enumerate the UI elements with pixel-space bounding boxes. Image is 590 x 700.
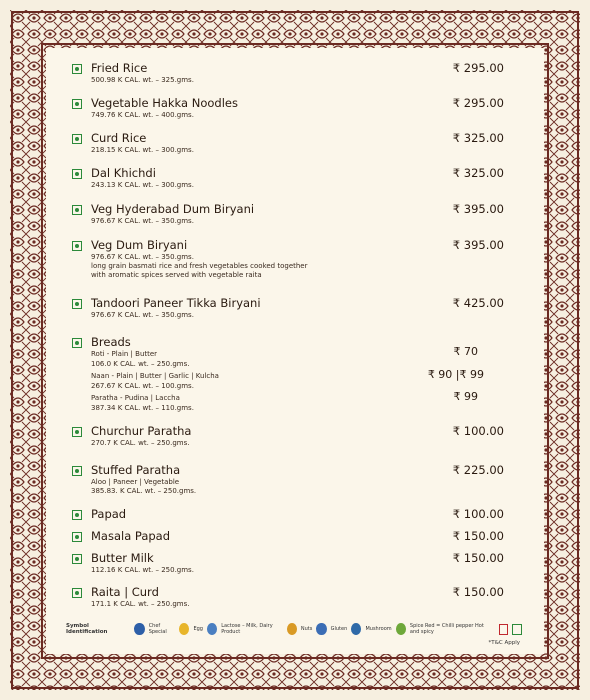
price-roti: ₹ 70 [453,345,478,358]
veg-icon [72,338,82,348]
lactose-icon [207,623,217,635]
menu-item [72,507,504,521]
veg-icon [72,588,82,598]
item-name: Veg Dum Biryani [91,238,188,252]
price-naan: ₹ 90 |₹ 99 [427,368,484,381]
item-price: ₹ 295.00 [452,61,504,75]
item-price: ₹ 100.00 [452,507,504,521]
item-detail: 267.67 K CAL. wt. – 100.gms. [91,382,194,390]
menu-item-breads [72,335,504,415]
item-price: ₹ 325.00 [452,166,504,180]
chef-special-icon [134,623,144,635]
menu-item [72,463,504,495]
item-detail: Naan - Plain | Butter | Garlic | Kulcha [91,372,219,380]
item-price: ₹ 150.00 [452,551,504,565]
item-price: ₹ 395.00 [452,202,504,216]
menu-item [72,296,504,319]
item-detail: 500.98 K CAL. wt. – 325.gms. [91,76,194,84]
item-detail: Aloo | Paneer | Vegetable [91,478,180,486]
item-detail: 749.76 K CAL. wt. – 400.gms. [91,111,194,119]
non-veg-icon [499,624,509,635]
item-detail: 976.67 K CAL. wt. – 350.gms. [91,311,194,319]
menu-item [72,424,504,447]
item-name: Curd Rice [91,131,147,145]
item-detail: 385.83. K CAL. wt. – 250.gms. [91,487,197,495]
item-name: Veg Hyderabad Dum Biryani [91,202,255,216]
menu-item [72,238,504,279]
item-detail: with aromatic spices served with vegetable raita [91,271,262,279]
item-detail: 270.7 K CAL. wt. – 250.gms. [91,439,190,447]
symbol-legend [66,620,522,638]
legend-title: Symbol Identification [66,623,108,635]
item-price: ₹ 150.00 [452,529,504,543]
legend-label: Nuts [300,626,313,632]
item-name: Breads [91,335,131,349]
item-name: Fried Rice [91,61,148,75]
veg-icon [72,99,82,109]
item-price: ₹ 150.00 [452,585,504,599]
item-detail: 112.16 K CAL. wt. – 250.gms. [91,566,194,574]
item-price: ₹ 325.00 [452,131,504,145]
veg-icon [72,427,82,437]
gluten-icon [316,623,326,635]
item-name: Masala Papad [91,529,171,543]
legend-label: Chef Special [148,623,167,635]
item-name: Churchur Paratha [91,424,192,438]
veg-icon [512,624,522,635]
item-name: Butter Milk [91,551,154,565]
item-detail: Paratha - Pudina | Laccha [91,394,180,402]
item-detail: 387.34 K CAL. wt. – 110.gms. [91,404,194,412]
veg-icon [72,299,82,309]
veg-icon [72,466,82,476]
legend-label: Egg [193,626,203,632]
veg-icon [72,241,82,251]
price-paratha: ₹ 99 [453,390,478,403]
item-detail: 218.15 K CAL. wt. – 300.gms. [91,146,194,154]
veg-icon [72,205,82,215]
legend-label: Lactose – Milk, Dairy Product [221,623,273,635]
veg-icon [72,532,82,542]
item-detail: Roti - Plain | Butter [91,350,158,358]
veg-icon [72,64,82,74]
menu-item [72,166,504,189]
mushroom-icon [351,623,361,635]
item-price: ₹ 225.00 [452,463,504,477]
item-name: Dal Khichdi [91,166,156,180]
legend-label: Spice Red = Chilli pepper Hot and spicy [409,623,484,635]
terms-note: *T&C Apply [488,640,520,646]
item-detail: long grain basmati rice and fresh vegetables cooked together [91,262,308,270]
menu-item [72,61,504,84]
item-detail: 171.1 K CAL. wt. – 250.gms. [91,600,190,608]
item-price: ₹ 295.00 [452,96,504,110]
item-name: Raita | Curd [91,585,159,599]
menu-item [72,551,504,574]
item-name: Vegetable Hakka Noodles [91,96,238,110]
item-detail: 243.13 K CAL. wt. – 300.gms. [91,181,194,189]
menu-item [72,131,504,154]
menu-item [72,529,504,543]
spice-icon [396,623,406,635]
legend-label: Gluten [330,626,348,632]
item-name: Tandoori Paneer Tikka Biryani [91,296,261,310]
veg-icon [72,134,82,144]
veg-icon [72,554,82,564]
item-price: ₹ 100.00 [452,424,504,438]
menu-item [72,96,504,119]
item-price: ₹ 395.00 [452,238,504,252]
item-price: ₹ 425.00 [452,296,504,310]
item-detail: 976.67 K CAL. wt. – 350.gms. [91,253,194,261]
item-detail: 976.67 K CAL. wt. – 350.gms. [91,217,194,225]
item-name: Papad [91,507,127,521]
item-name: Stuffed Paratha [91,463,181,477]
egg-icon [179,623,189,635]
menu-item [72,202,504,225]
menu-item [72,585,504,608]
veg-icon [72,510,82,520]
nuts-icon [287,623,297,635]
legend-label: Mushroom [365,626,392,632]
veg-icon [72,169,82,179]
item-detail: 106.0 K CAL. wt. – 250.gms. [91,360,190,368]
